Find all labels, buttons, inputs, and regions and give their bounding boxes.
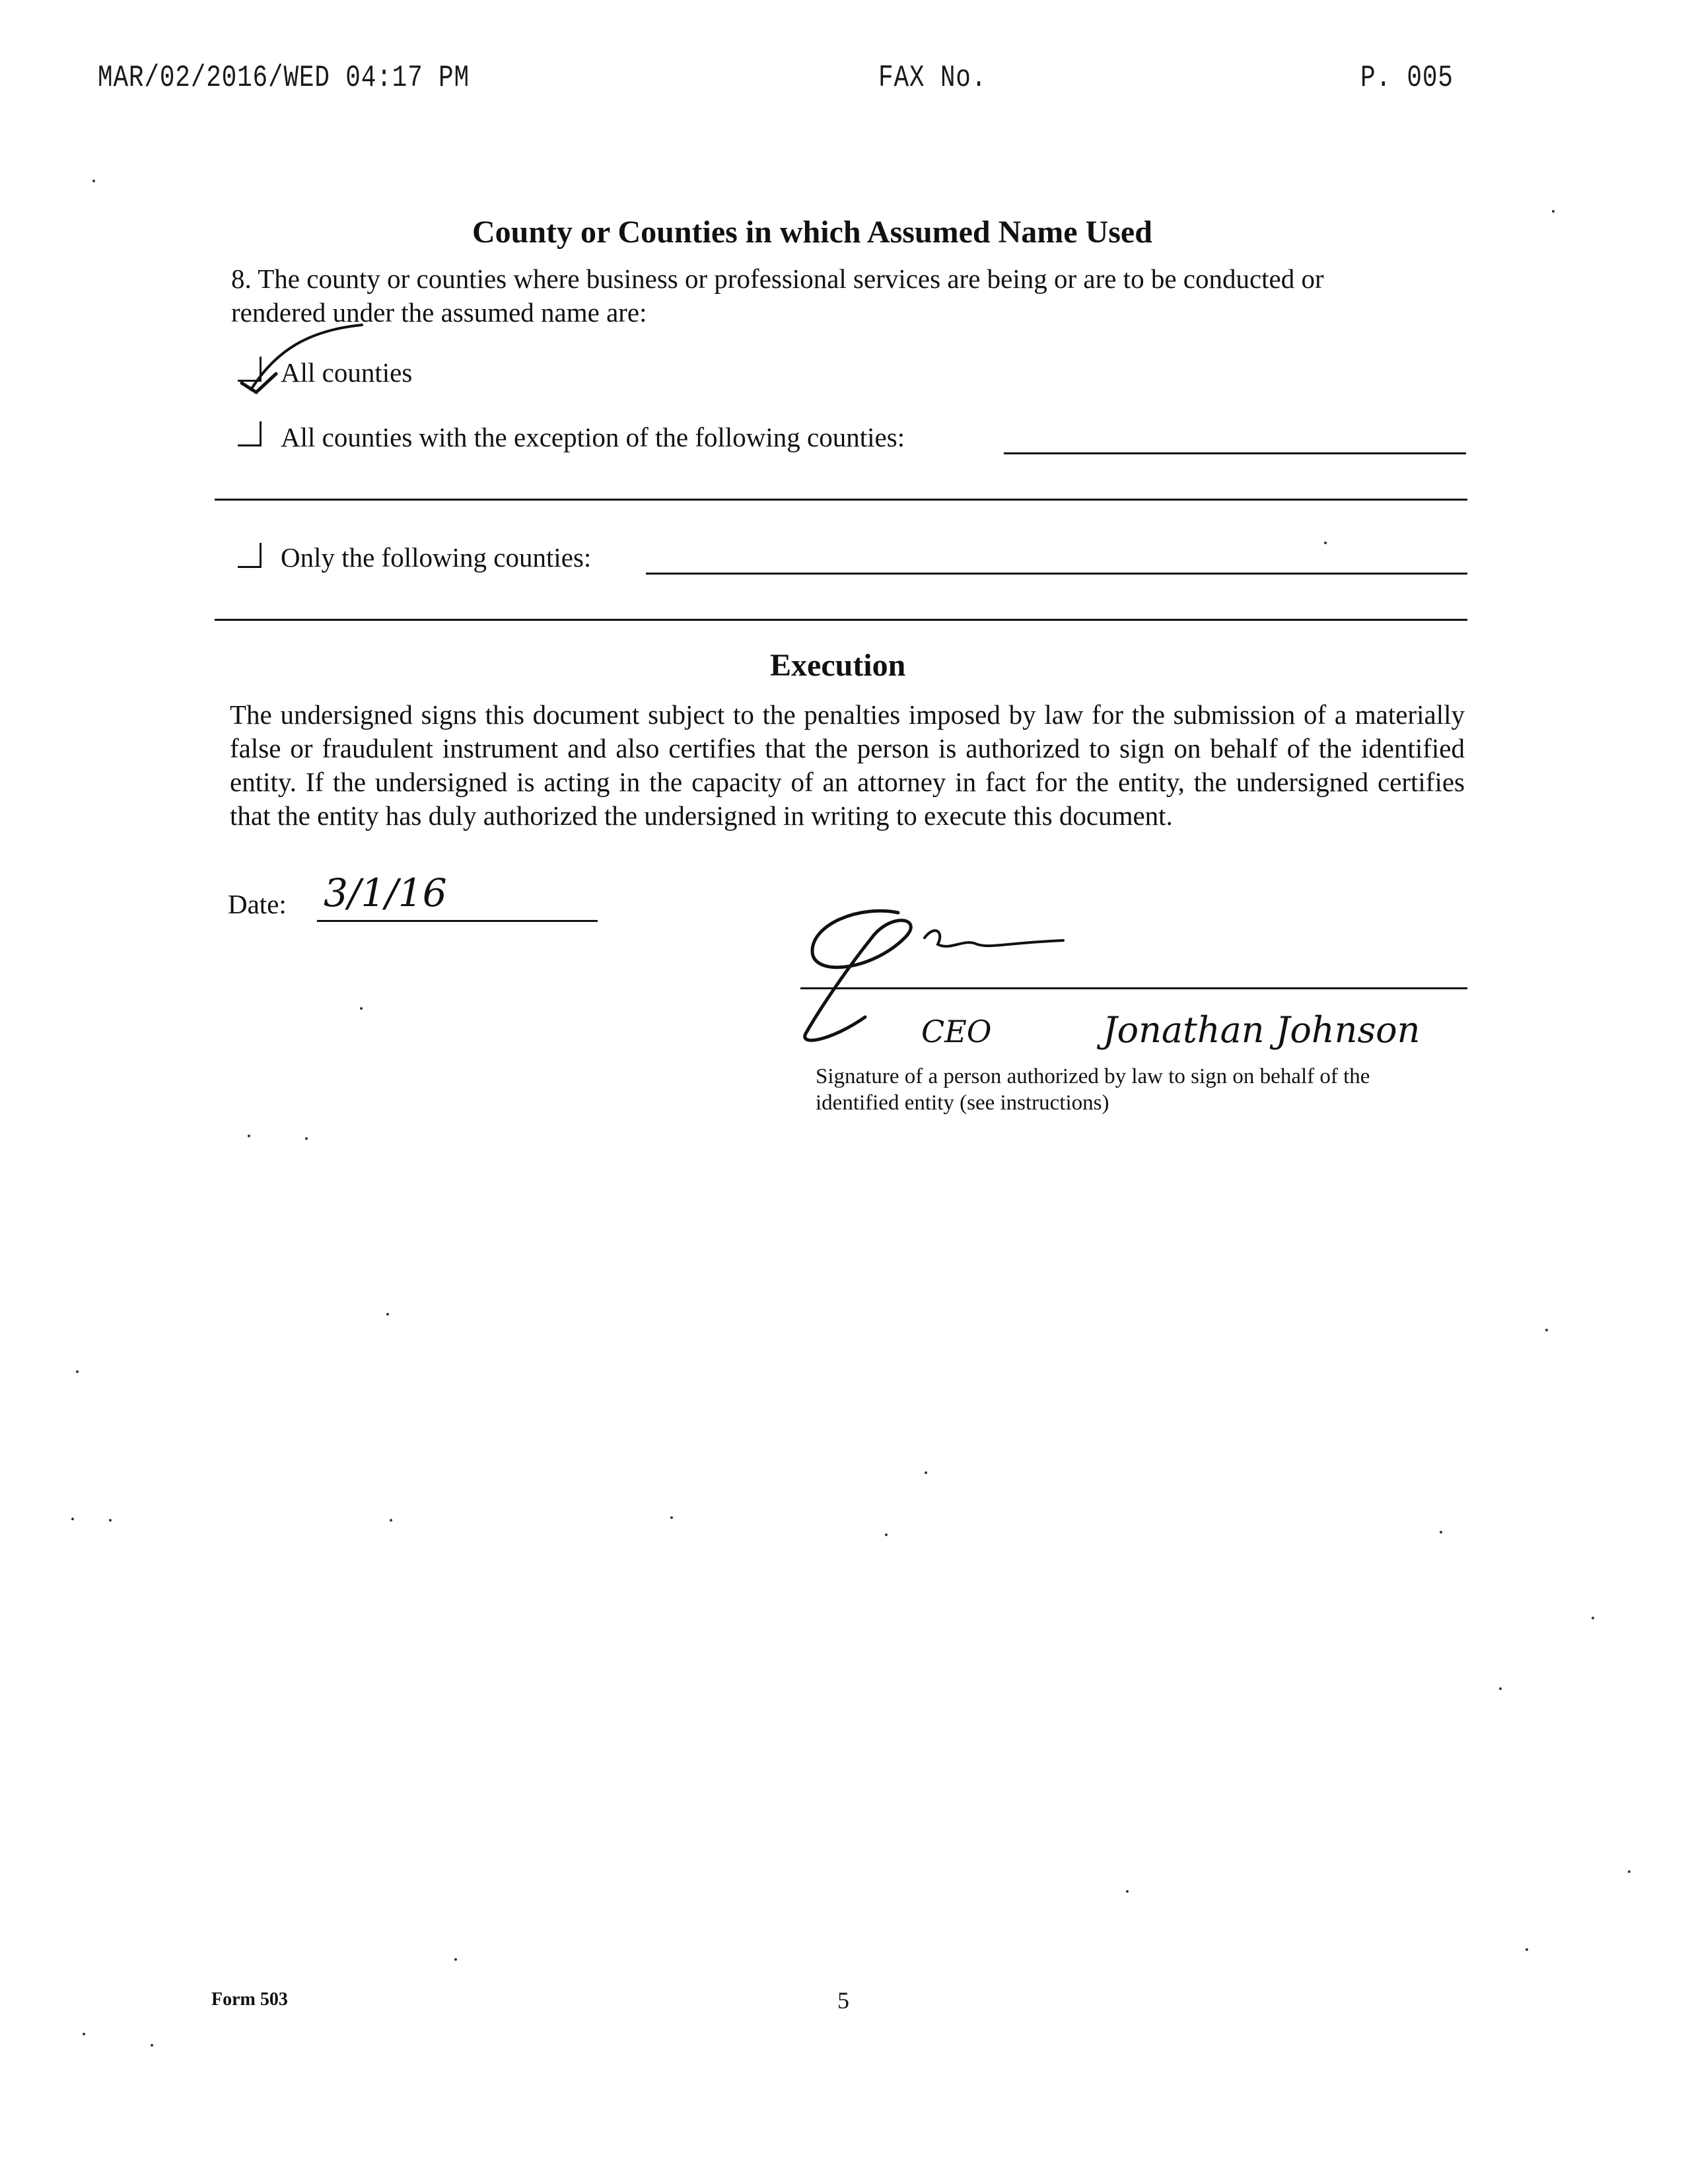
scan-speck [885, 1533, 888, 1536]
scan-speck [151, 2044, 153, 2047]
scan-speck [670, 1516, 673, 1519]
date-label: Date: [228, 889, 287, 919]
only-counties-line-2[interactable] [215, 619, 1467, 621]
scan-speck [1440, 1531, 1442, 1533]
scan-speck [454, 1958, 457, 1961]
option-only-counties: Only the following counties: [281, 542, 592, 573]
signature-caption-line2: identified entity (see instructions) [816, 1091, 1109, 1115]
scan-speck [1126, 1890, 1129, 1893]
fax-number-label: FAX No. [878, 61, 987, 95]
counties-intro-line2: rendered under the assumed name are: [231, 297, 647, 328]
scan-speck [109, 1519, 112, 1522]
fax-page: P. 005 [1360, 61, 1454, 95]
scan-speck [1552, 210, 1555, 213]
exception-counties-line-2[interactable] [215, 499, 1467, 501]
scan-speck [92, 180, 95, 182]
fax-datetime: MAR/02/2016/WED 04:17 PM [98, 61, 470, 95]
scan-speck [390, 1519, 392, 1522]
scan-speck [248, 1135, 250, 1137]
exception-counties-line[interactable] [1004, 452, 1466, 454]
counties-intro-line1: 8. The county or counties where business or professional services are being or are to be conducted or [231, 264, 1324, 294]
option-all-counties: All counties [281, 357, 413, 388]
scan-speck [386, 1313, 389, 1316]
page-number: 5 [837, 1987, 849, 2014]
scan-speck [360, 1007, 363, 1010]
signature-line[interactable] [800, 987, 1467, 989]
scan-speck [1545, 1329, 1548, 1331]
execution-paragraph: The undersigned signs this document subject to the penalties imposed by law for the submission of a materially false or fraudulent instrument and also certifies that the person is authorized to sign on behalf of the identified entity. If the undersigned is acting in the capacity of an attorney in fact for the entity, the undersigned certifies that the entity has duly authorized the undersigned in writing to execute this document. [230, 699, 1465, 831]
counties-heading: County or Counties in which Assumed Name Used [472, 215, 1152, 250]
scan-speck [1592, 1617, 1594, 1619]
scan-speck [1628, 1870, 1631, 1873]
scan-speck [71, 1518, 74, 1520]
date-value[interactable]: 3/1/16 [324, 870, 447, 915]
signature-name: Jonathan Johnson [1103, 1009, 1421, 1051]
execution-heading: Execution [770, 648, 906, 683]
scan-speck [1324, 542, 1327, 544]
form-label: Form 503 [211, 1989, 288, 2010]
scan-speck [305, 1137, 308, 1140]
scan-speck [1526, 1948, 1528, 1951]
only-counties-line[interactable] [646, 573, 1467, 575]
exception-counties-checkbox[interactable] [238, 421, 262, 446]
scan-speck [83, 2033, 85, 2035]
scan-speck [925, 1471, 927, 1474]
date-line [317, 920, 598, 922]
signature-caption-line1: Signature of a person authorized by law to sign on behalf of the [816, 1065, 1370, 1088]
scan-speck [76, 1370, 79, 1373]
option-exception-counties: All counties with the exception of the following counties: [281, 422, 905, 452]
only-counties-checkbox[interactable] [238, 543, 262, 568]
scan-speck [1499, 1687, 1502, 1690]
signature-title: CEO [921, 1014, 992, 1049]
